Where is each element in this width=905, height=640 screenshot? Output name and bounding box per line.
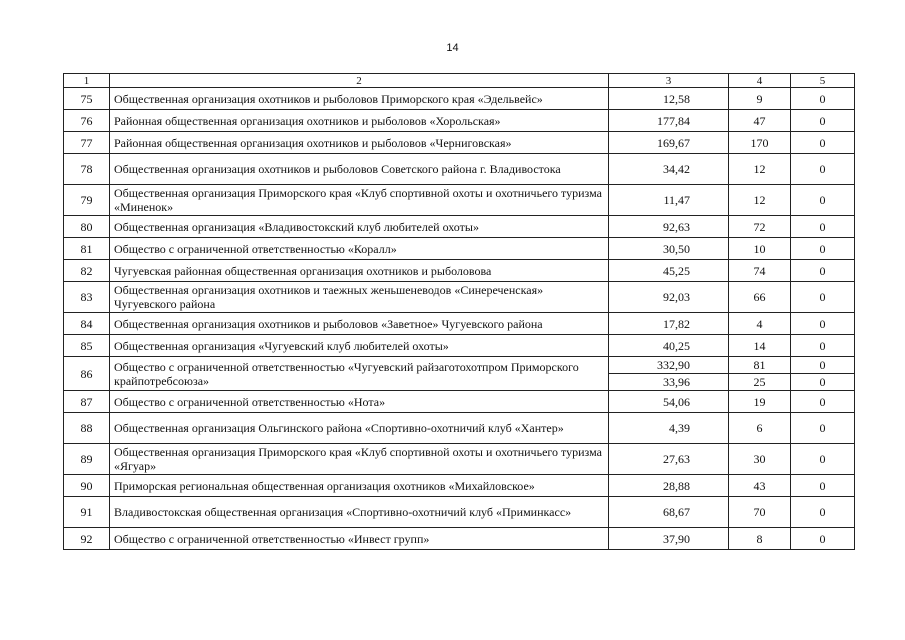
zero-value: 0 — [791, 413, 855, 444]
row-number: 78 — [64, 154, 110, 185]
zero-value: 0 — [791, 497, 855, 528]
table-row — [64, 391, 855, 413]
organization-name: Районная общественная организация охотников и рыболовов «Черниговская» — [110, 132, 609, 154]
table-row — [64, 497, 855, 528]
area-value: 4,39 — [609, 413, 729, 444]
zero-value: 0 — [791, 110, 855, 132]
count-value: 47 — [729, 110, 791, 132]
row-number: 75 — [64, 88, 110, 110]
zero-value: 0 — [791, 88, 855, 110]
count-value: 66 — [729, 282, 791, 313]
count-value: 12 — [729, 154, 791, 185]
header-row — [64, 74, 855, 88]
count-value: 72 — [729, 216, 791, 238]
row-number: 81 — [64, 238, 110, 260]
row-number: 89 — [64, 444, 110, 475]
table-row — [64, 357, 855, 374]
organizations-table — [63, 73, 855, 550]
table-row — [64, 313, 855, 335]
zero-value: 0 — [791, 216, 855, 238]
table-row — [64, 413, 855, 444]
organization-name: Общество с ограниченной ответственностью «Коралл» — [110, 238, 609, 260]
row-number: 90 — [64, 475, 110, 497]
organization-name: Общество с ограниченной ответственностью «Инвест групп» — [110, 528, 609, 550]
header-cell-5: 5 — [791, 74, 855, 88]
header-cell-4: 4 — [729, 74, 791, 88]
count-value: 12 — [729, 185, 791, 216]
count-value: 14 — [729, 335, 791, 357]
row-number: 83 — [64, 282, 110, 313]
count-value: 6 — [729, 413, 791, 444]
count-value: 25 — [729, 374, 791, 391]
organization-name: Общественная организация «Чугуевский клуб любителей охоты» — [110, 335, 609, 357]
area-value: 37,90 — [609, 528, 729, 550]
header-cell-1: 1 — [64, 74, 110, 88]
zero-value: 0 — [791, 475, 855, 497]
count-value: 170 — [729, 132, 791, 154]
table-row — [64, 110, 855, 132]
row-number: 87 — [64, 391, 110, 413]
area-value: 34,42 — [609, 154, 729, 185]
row-number: 84 — [64, 313, 110, 335]
organization-name: Общество с ограниченной ответственностью «Чугуевский райзаготохотпром Приморского крайпотребсоюза» — [110, 357, 609, 391]
zero-value: 0 — [791, 357, 855, 374]
table-row — [64, 475, 855, 497]
count-value: 70 — [729, 497, 791, 528]
count-value: 8 — [729, 528, 791, 550]
table-row — [64, 154, 855, 185]
table-row — [64, 238, 855, 260]
zero-value: 0 — [791, 335, 855, 357]
zero-value: 0 — [791, 260, 855, 282]
zero-value: 0 — [791, 313, 855, 335]
organization-name: Общественная организация Ольгинского района «Спортивно-охотничий клуб «Хантер» — [110, 413, 609, 444]
area-value: 45,25 — [609, 260, 729, 282]
organization-name: Приморская региональная общественная организация охотников «Михайловское» — [110, 475, 609, 497]
organization-name: Владивостокская общественная организация «Спортивно-охотничий клуб «Приминкасс» — [110, 497, 609, 528]
organization-name: Общественная организация охотников и рыболовов Приморского края «Эдельвейс» — [110, 88, 609, 110]
zero-value: 0 — [791, 185, 855, 216]
page-number: 14 — [446, 42, 459, 54]
area-value: 12,58 — [609, 88, 729, 110]
area-value: 40,25 — [609, 335, 729, 357]
area-value: 33,96 — [609, 374, 729, 391]
header-cell-2: 2 — [110, 74, 609, 88]
count-value: 81 — [729, 357, 791, 374]
table-row — [64, 88, 855, 110]
table-row — [64, 444, 855, 475]
count-value: 43 — [729, 475, 791, 497]
area-value: 28,88 — [609, 475, 729, 497]
table-row — [64, 132, 855, 154]
area-value: 54,06 — [609, 391, 729, 413]
header-cell-3: 3 — [609, 74, 729, 88]
organization-name: Общественная организация Приморского края «Клуб спортивной охоты и охотничьего туризма «Миненок» — [110, 185, 609, 216]
count-value: 74 — [729, 260, 791, 282]
area-value: 92,03 — [609, 282, 729, 313]
zero-value: 0 — [791, 374, 855, 391]
area-value: 177,84 — [609, 110, 729, 132]
count-value: 10 — [729, 238, 791, 260]
organization-name: Чугуевская районная общественная организация охотников и рыболовова — [110, 260, 609, 282]
row-number: 85 — [64, 335, 110, 357]
table-row — [64, 185, 855, 216]
table-row — [64, 282, 855, 313]
table-row — [64, 260, 855, 282]
organization-name: Общественная организация «Владивостокский клуб любителей охоты» — [110, 216, 609, 238]
organization-name: Общественная организация Приморского края «Клуб спортивной охоты и охотничьего туризма «Ягуар» — [110, 444, 609, 475]
area-value: 169,67 — [609, 132, 729, 154]
table-row — [64, 335, 855, 357]
area-value: 68,67 — [609, 497, 729, 528]
zero-value: 0 — [791, 391, 855, 413]
row-number: 88 — [64, 413, 110, 444]
count-value: 30 — [729, 444, 791, 475]
table-row — [64, 216, 855, 238]
zero-value: 0 — [791, 528, 855, 550]
row-number: 91 — [64, 497, 110, 528]
organization-name: Общественная организация охотников и таежных женьшеневодов «Синереченская» Чугуевского района — [110, 282, 609, 313]
area-value: 11,47 — [609, 185, 729, 216]
row-number: 92 — [64, 528, 110, 550]
count-value: 4 — [729, 313, 791, 335]
organization-name: Районная общественная организация охотников и рыболовов «Хорольская» — [110, 110, 609, 132]
zero-value: 0 — [791, 238, 855, 260]
row-number: 76 — [64, 110, 110, 132]
organization-name: Общество с ограниченной ответственностью «Нота» — [110, 391, 609, 413]
area-value: 27,63 — [609, 444, 729, 475]
count-value: 19 — [729, 391, 791, 413]
zero-value: 0 — [791, 444, 855, 475]
area-value: 30,50 — [609, 238, 729, 260]
row-number: 86 — [64, 357, 110, 391]
area-value: 17,82 — [609, 313, 729, 335]
organization-name: Общественная организация охотников и рыболовов Советского района г. Владивостока — [110, 154, 609, 185]
zero-value: 0 — [791, 132, 855, 154]
row-number: 82 — [64, 260, 110, 282]
row-number: 77 — [64, 132, 110, 154]
area-value: 92,63 — [609, 216, 729, 238]
count-value: 9 — [729, 88, 791, 110]
row-number: 79 — [64, 185, 110, 216]
table-row — [64, 528, 855, 550]
organization-name: Общественная организация охотников и рыболовов «Заветное» Чугуевского района — [110, 313, 609, 335]
zero-value: 0 — [791, 154, 855, 185]
row-number: 80 — [64, 216, 110, 238]
area-value: 332,90 — [609, 357, 729, 374]
zero-value: 0 — [791, 282, 855, 313]
